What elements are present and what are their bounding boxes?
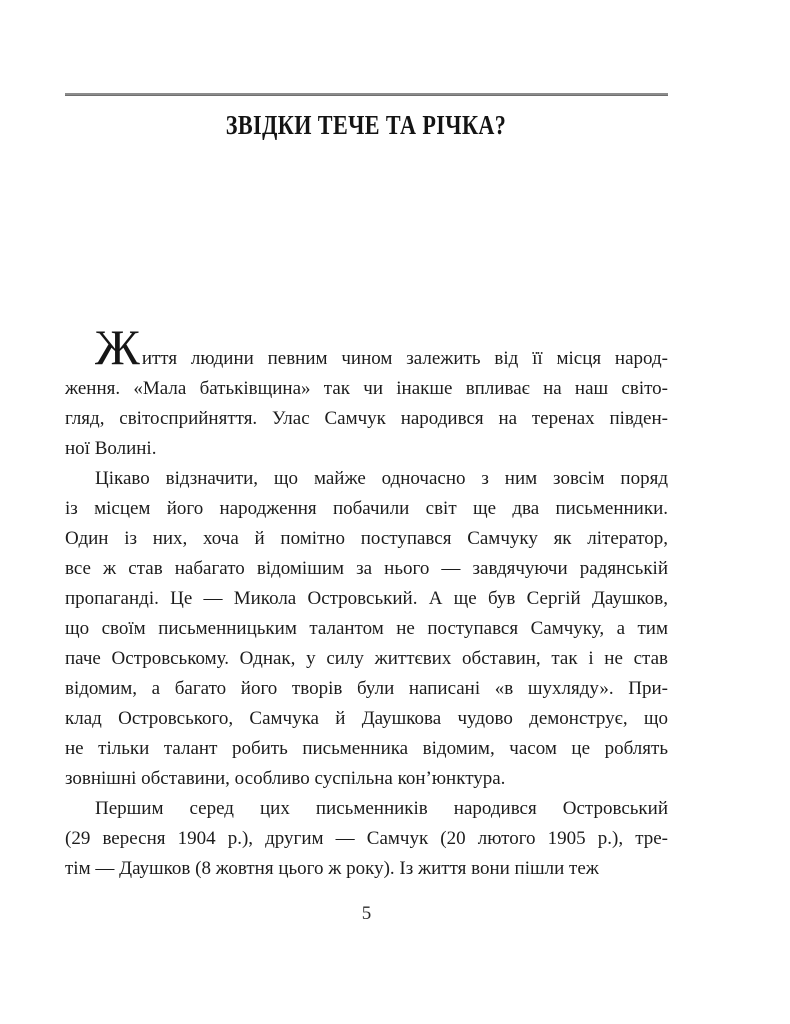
page-content (65, 0, 668, 926)
text-line: Цікаво відзначити, що майже одночасно з ним зовсім поряд (95, 468, 668, 489)
text-line: ження. «Мала батьківщина» так чи інакше впливає на наш світо- (65, 378, 668, 399)
text-line: із місцем його народження побачили світ ще два письменники. (65, 498, 668, 519)
text-line: гляд, світосприйняття. Улас Самчук народився на теренах півден- (65, 408, 668, 429)
text-line: що своїм письменницьким талантом не поступався Самчуку, а тим (65, 618, 668, 639)
text-line: (29 вересня 1904 р.), другим — Самчук (20 лютого 1905 р.), тре- (65, 828, 668, 849)
chapter-title (65, 110, 668, 140)
text-line: не тільки талант робить письменника відомим, часом це роблять (65, 738, 668, 759)
page-number: 5 (361, 903, 372, 924)
chapter-title-text: ЗВІДКИ ТЕЧЕ ТА РІЧКА? (226, 110, 507, 140)
text-line: паче Островському. Однак, у силу життєвих обставин, так і не став (65, 648, 668, 669)
text-line: все ж став набагато відомішим за нього — завдячуючи радянській (65, 558, 668, 579)
body-text (65, 319, 668, 884)
text-line: пропаганді. Це — Микола Островський. А ще був Сергій Даушков, (65, 588, 668, 609)
text-line: Першим серед цих письменників народився Островський (95, 798, 668, 819)
text-line: Життя людини певним чином залежить від її місця народ- (95, 319, 668, 375)
header-rule (65, 93, 668, 96)
text-line: ної Волині. (65, 438, 157, 459)
text-line: тім — Даушков (8 жовтня цього ж року). Із життя вони пішли теж (65, 858, 599, 879)
text-line: Один із них, хоча й помітно поступався Самчуку як літератор, (65, 528, 668, 549)
text-line: клад Островського, Самчука й Даушкова чудово демонструє, що (65, 708, 668, 729)
text-line: зовнішні обставини, особливо суспільна кон’юнктура. (65, 768, 506, 789)
text-line: відомим, а багато його творів були написані «в шухляду». При- (65, 678, 668, 699)
drop-cap: Ж (95, 319, 140, 375)
